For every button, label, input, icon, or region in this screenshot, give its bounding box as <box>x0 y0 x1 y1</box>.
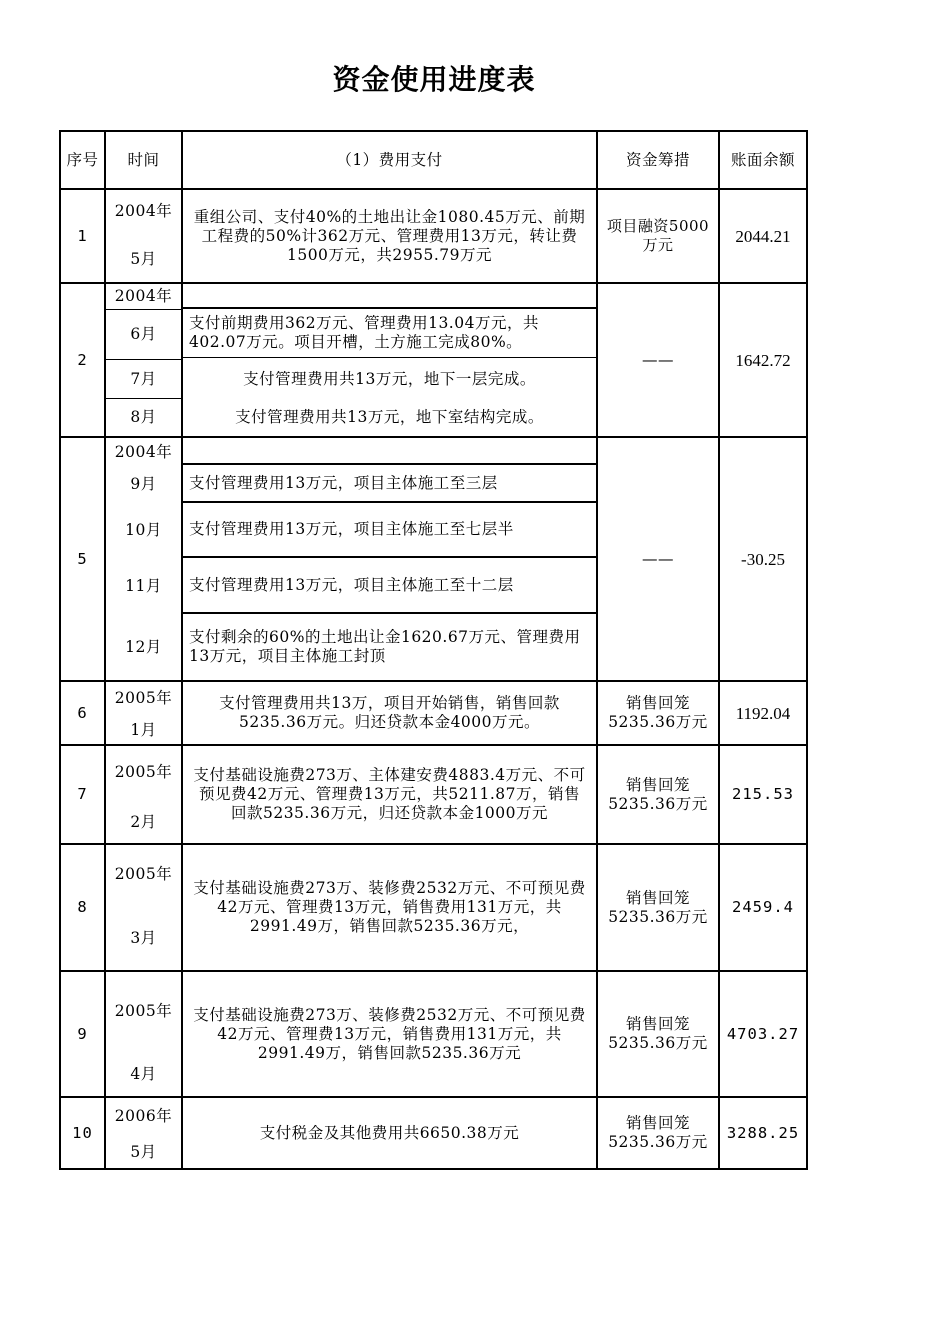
row-year: 2005年 <box>114 1001 173 1020</box>
row-expense: 支付基础设施费273万、装修费2532万元、不可预见费42万元、管理费13万元，销售费用131万元，共2991.49万，销售回款5235.36万元， <box>193 879 586 935</box>
row-seq: 8 <box>77 898 88 916</box>
row-expense: 支付剩余的60%的土地出让金1620.67万元、管理费用13万元，项目主体施工封顶 <box>189 628 581 665</box>
row-balance: 3288.25 <box>726 1123 800 1142</box>
row-year: 2006年 <box>114 1106 173 1125</box>
page-title: 资金使用进度表 <box>332 63 536 96</box>
row-month: 1月 <box>130 720 157 739</box>
row-expense: 支付基础设施费273万、主体建安费4883.4万元、不可预见费42万元、管理费13万元，共5211.87万，销售回款5235.36万元，归还贷款本金1000万元 <box>193 766 586 822</box>
table-border-right <box>806 130 808 1170</box>
header-seq: 序号 <box>66 150 99 169</box>
row-expense: 支付管理费用13万元，项目主体施工至三层 <box>189 473 498 492</box>
row-year: 2005年 <box>114 762 173 781</box>
row-month: 5月 <box>130 249 157 268</box>
row-month: 6月 <box>130 325 157 343</box>
row-seq: 2 <box>77 350 88 369</box>
row-expense: 支付管理费用13万元，项目主体施工至十二层 <box>189 575 514 594</box>
row-balance: 4703.27 <box>726 1024 800 1043</box>
row-expense: 支付管理费用共13万，项目开始销售，销售回款5235.36万元。归还贷款本金4000万元。 <box>219 694 560 731</box>
row-expense: 支付税金及其他费用共6650.38万元 <box>259 1123 520 1142</box>
table-border-bottom <box>59 1168 808 1170</box>
row-month: 3月 <box>130 928 157 947</box>
header-funding: 资金筹措 <box>625 150 690 169</box>
row-balance: -30.25 <box>741 549 785 569</box>
row-year: 2005年 <box>114 688 173 707</box>
header-time: 时间 <box>127 150 160 169</box>
row-balance: 2044.21 <box>735 226 791 246</box>
row-seq: 9 <box>77 1024 88 1043</box>
row-expense: 支付前期费用362万元、管理费用13.04万元，共402.07万元。项目开槽，土方施工完成80%。 <box>189 314 539 351</box>
row-seq: 5 <box>77 549 88 568</box>
row-expense: 支付管理费用共13万元，地下室结构完成。 <box>235 408 544 426</box>
row-seq: 6 <box>77 703 88 722</box>
row-month: 9月 <box>130 474 157 493</box>
row-funding: —— <box>642 350 674 369</box>
row-expense: 重组公司、支付40%的土地出让金1080.45万元、前期工程费的50%计362万元、管理费用13万元，转让费1500万元，共2955.79万元 <box>193 207 586 264</box>
row-year: 2005年 <box>114 864 173 883</box>
row-month: 2月 <box>130 812 157 831</box>
row-expense: 支付管理费用共13万元，地下一层完成。 <box>243 369 536 388</box>
sub-row-divider <box>183 357 598 358</box>
row-year: 2004年 <box>114 201 173 220</box>
row-seq: 10 <box>72 1123 93 1142</box>
row-month: 5月 <box>130 1142 157 1161</box>
header-expense: （1）费用支付 <box>336 150 443 169</box>
row-balance: 1192.04 <box>735 703 791 723</box>
row-funding: 销售回笼5235.36万元 <box>608 1114 708 1151</box>
row-funding: 销售回笼5235.36万元 <box>608 888 708 926</box>
row-month: 10月 <box>125 520 162 539</box>
row-expense: 支付管理费用13万元，项目主体施工至七层半 <box>189 520 514 538</box>
row-year: 2004年 <box>114 287 173 305</box>
row-seq: 1 <box>77 226 88 245</box>
row-funding: 销售回笼5235.36万元 <box>608 1015 708 1052</box>
row-funding: 销售回笼5235.36万元 <box>608 775 708 813</box>
row-funding: 销售回笼5235.36万元 <box>608 694 708 731</box>
row-month: 7月 <box>130 369 157 388</box>
row-balance: 1642.72 <box>735 350 791 370</box>
row-expense: 支付基础设施费273万、装修费2532万元、不可预见费42万元、管理费13万元，销售费用131万元，共2991.49万，销售回款5235.36万元 <box>193 1005 586 1062</box>
row-month: 4月 <box>130 1064 157 1083</box>
row-balance: 2459.4 <box>732 898 794 916</box>
row-month: 12月 <box>125 637 162 656</box>
row-funding: 项目融资5000万元 <box>606 217 710 254</box>
row-funding: —— <box>642 549 674 568</box>
header-balance: 账面余额 <box>730 150 795 169</box>
row-seq: 7 <box>77 785 88 803</box>
row-month: 11月 <box>125 576 162 595</box>
row-month: 8月 <box>130 408 157 426</box>
row-balance: 215.53 <box>732 785 794 803</box>
row-year: 2004年 <box>114 442 173 461</box>
